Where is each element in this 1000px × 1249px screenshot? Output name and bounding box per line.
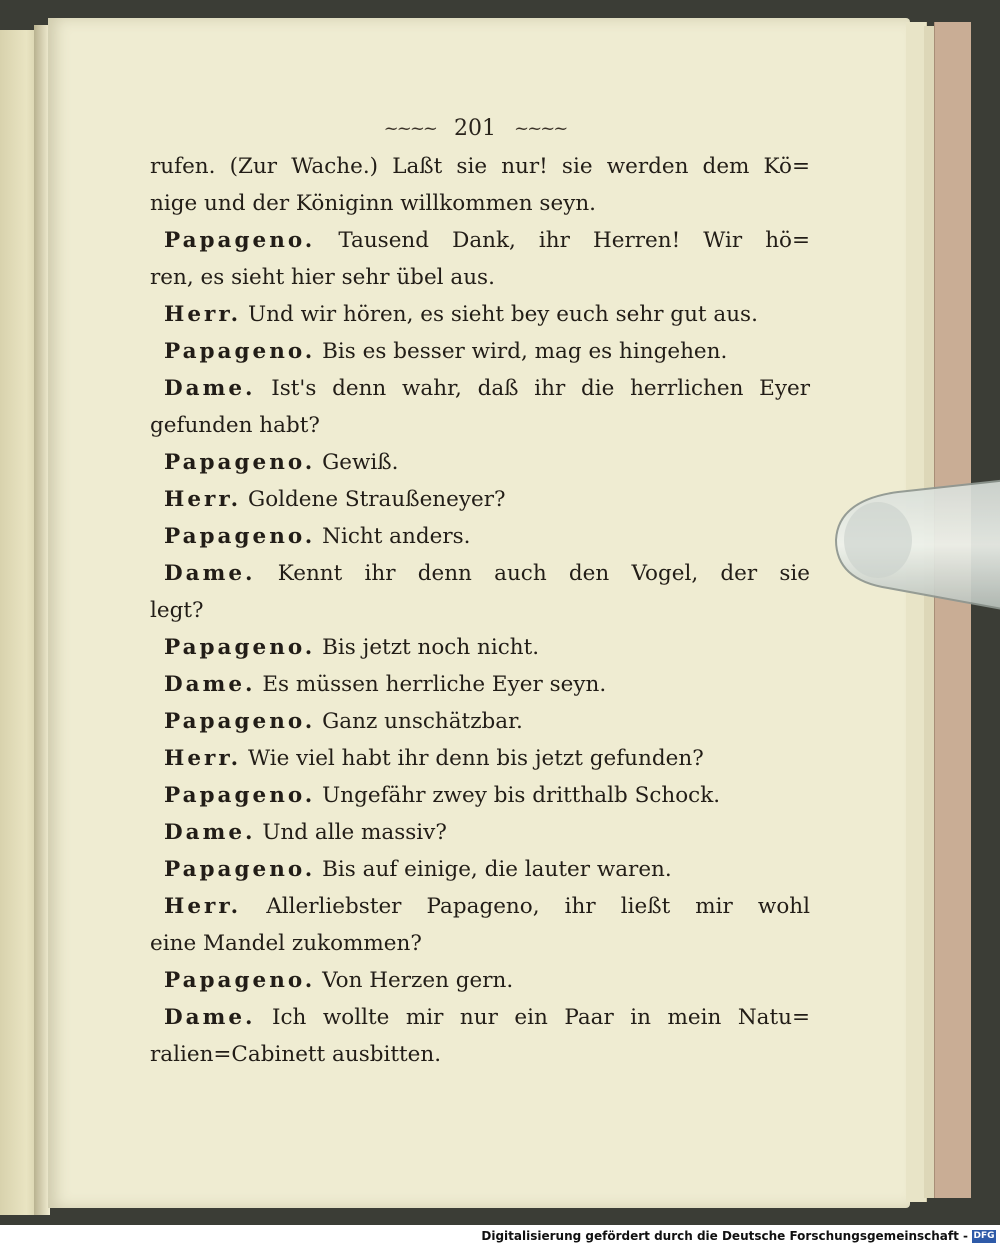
speaker-name: Herr. bbox=[164, 746, 242, 771]
header-ornament-left: ~~~~ bbox=[383, 117, 436, 139]
text-line: nige und der Königinn willkommen seyn. bbox=[150, 191, 597, 216]
speaker-name: Papageno. bbox=[164, 635, 316, 660]
text-line: gefunden habt? bbox=[150, 413, 320, 438]
speaker-name: Dame. bbox=[164, 820, 256, 845]
dialogue-line: Herr. Wie viel habt ihr denn bis jetzt gefunden? bbox=[164, 746, 704, 771]
dialogue-line: Herr. Und wir hören, es sieht bey euch sehr gut aus. bbox=[164, 302, 758, 327]
dialogue-line: Papageno. Tausend Dank, ihr Herren! Wir hö= bbox=[164, 228, 810, 253]
text-line: eine Mandel zukommen? bbox=[150, 931, 422, 956]
speaker-name: Papageno. bbox=[164, 783, 316, 808]
dialogue-line: Herr. Allerliebster Papageno, ihr ließt mir wohl bbox=[164, 894, 810, 919]
dialogue-line: Herr. Goldene Straußeneyer? bbox=[164, 487, 506, 512]
speaker-name: Dame. bbox=[164, 376, 256, 401]
dialogue-line: Papageno. Bis es besser wird, mag es hingehen. bbox=[164, 339, 728, 364]
header-ornament-right: ~~~~ bbox=[514, 117, 567, 139]
speaker-name: Papageno. bbox=[164, 709, 316, 734]
speaker-name: Papageno. bbox=[164, 450, 316, 475]
dialogue-line: Dame. Ist's denn wahr, daß ihr die herrlichen Eyer bbox=[164, 376, 810, 401]
text-line: ren, es sieht hier sehr übel aus. bbox=[150, 265, 495, 290]
speaker-name: Herr. bbox=[164, 487, 242, 512]
footer-bar bbox=[0, 1225, 1000, 1249]
speaker-name: Herr. bbox=[164, 302, 242, 327]
speaker-name: Dame. bbox=[164, 561, 256, 586]
speaker-name: Dame. bbox=[164, 672, 256, 697]
text-line: rufen. (Zur Wache.) Laßt sie nur! sie werden dem Kö= bbox=[150, 154, 810, 179]
dialogue-line: Dame. Und alle massiv? bbox=[164, 820, 447, 845]
dialogue-line: Papageno. Nicht anders. bbox=[164, 524, 471, 549]
funding-notice: Digitalisierung gefördert durch die Deutsche Forschungsgemeinschaft - bbox=[481, 1229, 968, 1243]
page-header bbox=[360, 108, 590, 148]
page-holder-clip bbox=[828, 470, 1000, 630]
page-number: 201 bbox=[454, 115, 496, 141]
dialogue-line: Papageno. Bis jetzt noch nicht. bbox=[164, 635, 540, 660]
dialogue-line: Papageno. Ganz unschätzbar. bbox=[164, 709, 523, 734]
dialogue-line: Papageno. Bis auf einige, die lauter waren. bbox=[164, 857, 672, 882]
dialogue-line: Papageno. Ungefähr zwey bis dritthalb Schock. bbox=[164, 783, 721, 808]
dialogue-line: Papageno. Von Herzen gern. bbox=[164, 968, 514, 993]
speaker-name: Dame. bbox=[164, 1005, 256, 1030]
speaker-name: Papageno. bbox=[164, 339, 316, 364]
text-line: ralien=Cabinett ausbitten. bbox=[150, 1042, 442, 1067]
page-text bbox=[150, 148, 810, 1073]
dialogue-line: Dame. Es müssen herrliche Eyer seyn. bbox=[164, 672, 607, 697]
dialogue-line: Dame. Kennt ihr denn auch den Vogel, der sie bbox=[164, 561, 810, 586]
dialogue-line: Dame. Ich wollte mir nur ein Paar in mein Natu= bbox=[164, 1005, 810, 1030]
speaker-name: Papageno. bbox=[164, 524, 316, 549]
speaker-name: Papageno. bbox=[164, 968, 316, 993]
speaker-name: Papageno. bbox=[164, 228, 316, 253]
dialogue-line: Papageno. Gewiß. bbox=[164, 450, 399, 475]
speaker-name: Herr. bbox=[164, 894, 242, 919]
dfg-logo: DFG bbox=[973, 1231, 995, 1241]
speaker-name: Papageno. bbox=[164, 857, 316, 882]
text-line: legt? bbox=[150, 598, 204, 623]
